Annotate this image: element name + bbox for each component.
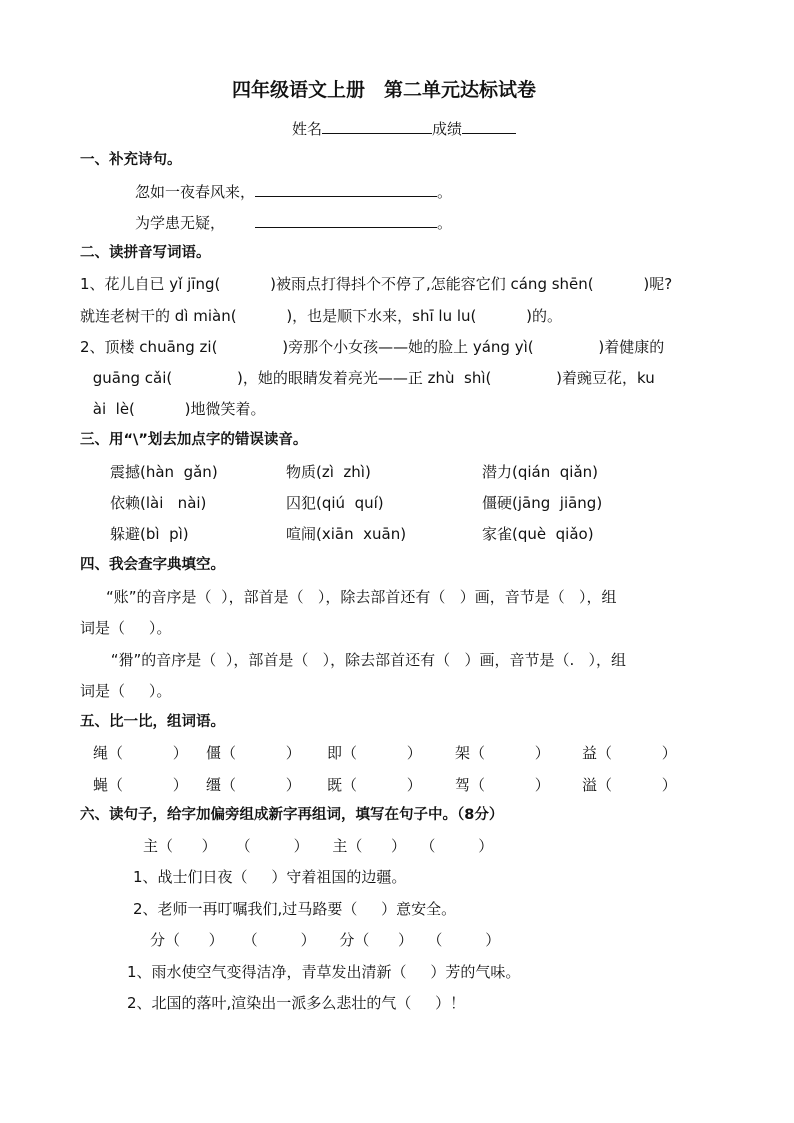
dictionary-line-1: “账”的音序是（ ），部首是（ ），除去部首还有（ ）画，音节是（ ），组 [106,588,617,606]
section-6-heading: 六、读句子，给字加偏旁组成新字再组词，填写在句子中。（8分） [80,807,504,823]
page-title: 四年级语文上册 第二单元达标试卷 [232,79,537,101]
compare-item: 绳（ ） [93,744,188,762]
pinyin-line-3: 2、顶楼 chuāng zi( )旁那个小女孩——她的脸上 yáng yì( )着健康的 [80,338,665,356]
pinyin-line-5: ài lè( )地微笑着。 [88,400,266,418]
radical-group-1: 主（ ） （ ） 主（ ） （ ） [143,837,494,855]
pinyin-line-4: guāng cǎi( )，她的眼睛发着亮光——正 zhù shì( )着豌豆花，ku [88,369,655,387]
reading-item: 囚犯(qiú quí) [286,494,384,512]
name-label: 姓名 [292,120,323,138]
poem-line-2 [135,212,452,233]
section-3-heading: 三、用“\”划去加点字的错误读音。 [80,432,308,448]
poem-line-1-blank[interactable] [255,181,437,197]
dictionary-line-2: 词是（ ）。 [80,619,172,637]
poem-line-1-end: 。 [437,183,453,201]
pinyin-line-2: 就连老树干的 dì miàn( )，也是顺下水来，shī lu lu( )的。 [80,307,563,325]
score-label: 成绩 [432,120,463,138]
reading-item: 僵硬(jāng jiāng) [482,494,603,512]
name-blank[interactable] [322,118,432,134]
reading-item: 喧闹(xiān xuān) [286,525,407,543]
poem-line-2-end: 。 [437,214,453,232]
compare-item: 僵（ ） [206,744,301,762]
compare-item: 溢（ ） [582,776,677,794]
reading-item: 震撼(hàn gǎn) [110,463,218,481]
compare-item: 架（ ） [455,744,550,762]
poem-line-2-blank[interactable] [255,212,437,228]
section-2-heading: 二、读拼音写词语。 [80,245,211,261]
compare-item: 即（ ） [327,744,422,762]
dictionary-line-4: 词是（ ）。 [80,682,172,700]
student-info-line [292,118,516,139]
sentence-line: 1、雨水使空气变得洁净，青草发出清新（ ）芳的气味。 [127,963,521,981]
sentence-line: 2、北国的落叶,渲染出一派多么悲壮的气（ ）！ [127,994,466,1012]
compare-item: 蝇（ ） [93,776,188,794]
compare-item: 驾（ ） [455,776,550,794]
poem-line-1-text: 忽如一夜春风来， [135,183,256,201]
pinyin-line-1: 1、花儿自已 yǐ jīng( )被雨点打得抖个不停了,怎能容它们 cáng shēn( )呢? [80,275,673,293]
poem-line-1 [135,181,452,202]
dictionary-line-3: “猾”的音序是（ ），部首是（ ），除去部首还有（ ）画，音节是（. ），组 [106,651,627,669]
sentence-line: 2、老师一再叮嘱我们,过马路要（ ）意安全。 [133,900,457,918]
compare-item: 既（ ） [327,776,422,794]
section-4-heading: 四、我会查字典填空。 [80,557,225,573]
reading-item: 躲避(bì pì) [110,525,189,543]
compare-item: 益（ ） [582,744,677,762]
radical-group-2: 分（ ） （ ） 分（ ） （ ） [150,931,501,949]
reading-item: 家雀(què qiǎo) [482,525,594,543]
section-1-heading: 一、补充诗句。 [80,152,182,168]
sentence-line: 1、战士们日夜（ ）守着祖国的边疆。 [133,868,407,886]
poem-line-2-text: 为学患无疑， [135,214,226,232]
reading-item: 物质(zì zhì) [286,463,371,481]
section-5-heading: 五、比一比，组词语。 [80,714,225,730]
compare-item: 缰（ ） [206,776,301,794]
score-blank[interactable] [462,118,516,134]
reading-item: 潜力(qián qiǎn) [482,463,599,481]
reading-item: 依赖(lài nài) [110,494,207,512]
